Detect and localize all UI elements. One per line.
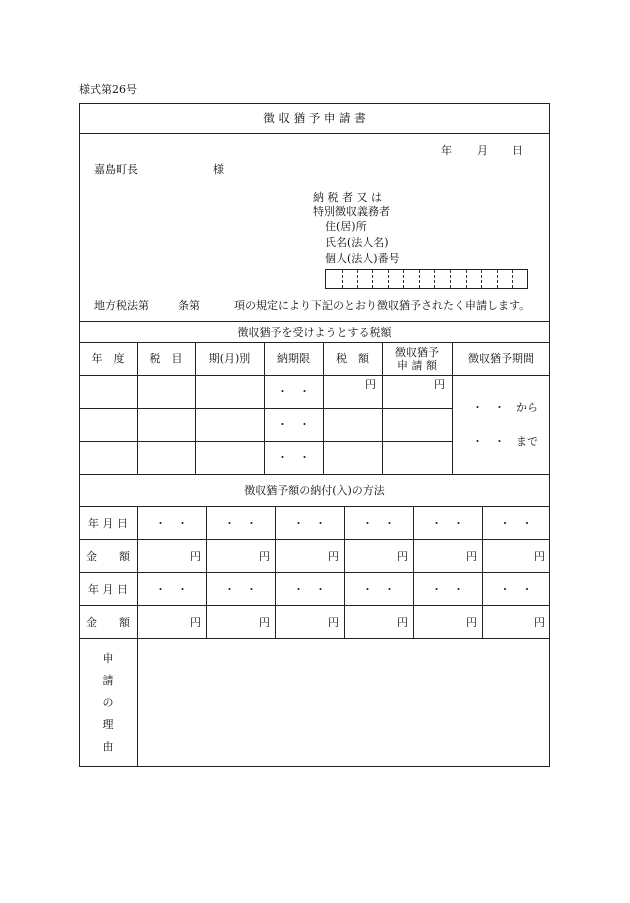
payment-date-cell[interactable]: ・ ・ [431,583,464,596]
row2-deadline[interactable]: ・ ・ [277,418,310,431]
payment-date-cell[interactable]: ・ ・ [155,517,188,530]
payment-amount-label: 金 額 [86,616,130,629]
section1-bottom-divider [79,474,550,475]
reason-label-char: 申 [102,652,114,665]
number-digit-divider [372,270,373,288]
number-digit-divider [357,270,358,288]
header-deadline: 納期限 [277,352,310,365]
applicant-name-label: 氏名(法人名) [325,236,389,249]
number-digit-divider [388,270,389,288]
row1-deferral-unit: 円 [434,378,445,391]
payment-amount-yen: 円 [259,616,270,629]
payment-amount-label: 金 額 [86,550,130,563]
payment-date-label: 年 月 日 [88,583,128,596]
reason-label-char: 請 [102,674,114,687]
payment-amount-yen: 円 [397,550,408,563]
number-digit-divider [403,270,404,288]
header-deferral-amount-line1: 徴収猶予 [395,346,439,359]
title-divider [79,133,550,134]
section1-title-divider [79,342,550,343]
number-digit-divider [481,270,482,288]
header-divider [79,321,550,322]
reason-label-char: 理 [102,718,114,731]
header-tax-item: 税 目 [149,352,183,365]
payment-amount-yen: 円 [466,616,477,629]
number-digit-divider [497,270,498,288]
payment-date-cell[interactable]: ・ ・ [431,517,464,530]
payment-row-divider [79,605,550,606]
payment-amount-yen: 円 [534,616,545,629]
reason-text-area[interactable] [138,639,549,766]
addressee-honorific: 様 [213,163,224,176]
date-day-label: 日 [512,144,523,157]
payment-date-cell[interactable]: ・ ・ [362,583,395,596]
row1-amount-unit: 円 [365,378,376,391]
section2-title: 徴収猶予額の納付(入)の方法 [244,484,385,497]
table1-header-divider [79,375,550,376]
section1-title: 徴収猶予を受けようとする税額 [237,326,392,339]
header-deferral-amount-line2: 申 請 額 [397,359,437,372]
payment-amount-yen: 円 [328,550,339,563]
deferral-period-from[interactable]: ・ ・ から [472,401,538,414]
date-year-label: 年 [441,144,452,157]
row1-deadline[interactable]: ・ ・ [277,385,310,398]
payment-amount-yen: 円 [190,550,201,563]
deferral-period-to[interactable]: ・ ・ まで [472,435,538,448]
reason-label-char: の [102,696,114,709]
header-period: 期(月)別 [208,352,251,365]
payment-amount-yen: 円 [397,616,408,629]
table1-row-divider [79,441,452,442]
reason-label-char: 由 [102,740,114,753]
row3-deadline[interactable]: ・ ・ [277,451,310,464]
payment-date-cell[interactable]: ・ ・ [293,583,326,596]
header-year: 年 度 [91,352,125,365]
applicant-id-label: 個人(法人)番号 [325,252,400,265]
payment-date-cell[interactable]: ・ ・ [499,517,533,530]
statement-part3: 項の規定により下記のとおり徴収猶予されたく申請します。 [234,299,531,312]
payment-date-cell[interactable]: ・ ・ [155,583,188,596]
number-digit-divider [419,270,420,288]
number-digit-divider [512,270,513,288]
number-digit-divider [342,270,343,288]
statement-part1: 地方税法第 [94,299,149,312]
date-month-label: 月 [477,144,488,157]
form-title: 徴 収 猶 予 申 請 書 [263,111,366,125]
header-tax-amount: 税 額 [336,352,369,365]
payment-amount-yen: 円 [190,616,201,629]
payment-date-cell[interactable]: ・ ・ [224,517,257,530]
payment-date-cell[interactable]: ・ ・ [499,583,533,596]
applicant-label-line1: 納 税 者 又 は [313,191,382,204]
number-digit-divider [434,270,435,288]
payment-amount-yen: 円 [534,550,545,563]
number-digit-divider [450,270,451,288]
header-deferral-period: 徴収猶予期間 [468,352,534,365]
payment-amount-yen: 円 [466,550,477,563]
payment-date-cell[interactable]: ・ ・ [362,517,395,530]
payment-row-divider [79,539,550,540]
applicant-label-line2: 特別徴収義務者 [313,205,390,218]
payment-date-label: 年 月 日 [88,517,128,530]
payment-row-divider [79,572,550,573]
form-number: 様式第26号 [79,83,137,96]
section2-title-divider [79,506,550,507]
payment-date-cell[interactable]: ・ ・ [293,517,326,530]
payment-amount-yen: 円 [259,550,270,563]
table1-row-divider [79,408,452,409]
statement-part2: 条第 [178,299,200,312]
addressee-name: 嘉島町長 [94,163,138,176]
applicant-address-label: 住(居)所 [325,220,367,233]
payment-amount-yen: 円 [328,616,339,629]
payment-date-cell[interactable]: ・ ・ [224,583,257,596]
number-digit-divider [466,270,467,288]
